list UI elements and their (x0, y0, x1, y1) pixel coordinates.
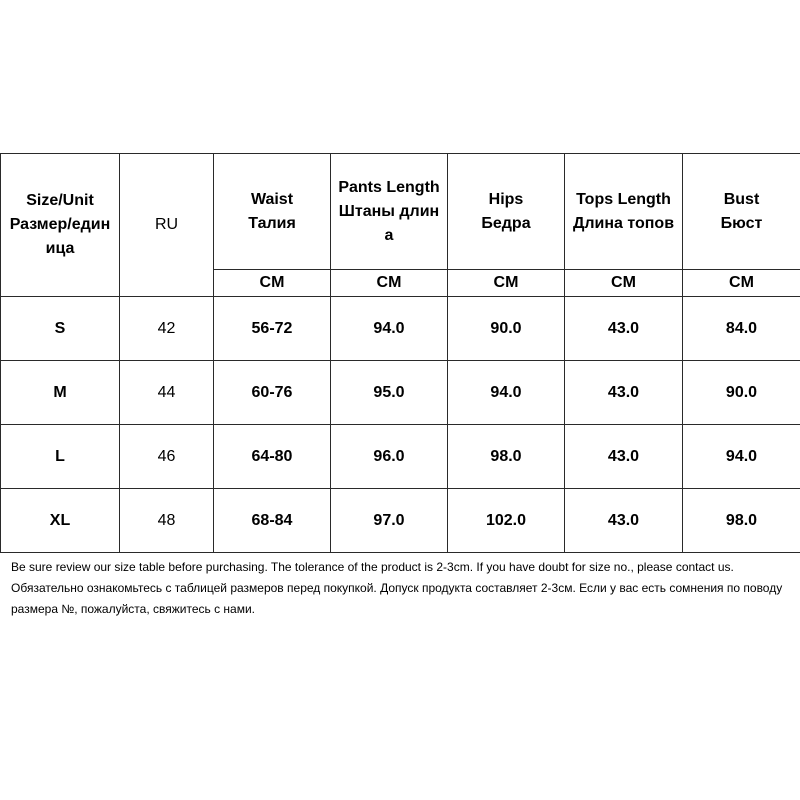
hips-cell: 90.0 (448, 297, 565, 361)
hips-cell: 102.0 (448, 489, 565, 553)
note-russian: Обязательно ознакомьтесь с таблицей размеров перед покупкой. Допуск продукта составляет 2-3см. Если у вас есть сомнения по поводу размера №, пожалуйста, свяжитесь с нами. (11, 581, 783, 616)
size-table (0, 153, 800, 553)
tops-length-cell: 43.0 (565, 361, 683, 425)
size-cell: L (1, 425, 120, 489)
header-pants-length: Pants Length Штаны длин а (331, 154, 448, 270)
ru-cell: 48 (120, 489, 214, 553)
unit-tops-length: CM (565, 270, 683, 297)
table-row (1, 297, 800, 361)
waist-cell: 56-72 (214, 297, 331, 361)
size-notes (11, 557, 796, 620)
header-size: Size/Unit Размер/един ица (1, 154, 120, 297)
note-english: Be sure review our size table before purchasing. The tolerance of the product is 2-3cm. If you have doubt for size no., please contact us. (11, 560, 734, 574)
ru-cell: 46 (120, 425, 214, 489)
ru-cell: 42 (120, 297, 214, 361)
pants-length-cell: 97.0 (331, 489, 448, 553)
size-cell: M (1, 361, 120, 425)
unit-waist: CM (214, 270, 331, 297)
hips-cell: 98.0 (448, 425, 565, 489)
pants-length-cell: 95.0 (331, 361, 448, 425)
hips-cell: 94.0 (448, 361, 565, 425)
waist-cell: 64-80 (214, 425, 331, 489)
tops-length-cell: 43.0 (565, 489, 683, 553)
unit-hips: CM (448, 270, 565, 297)
ru-cell: 44 (120, 361, 214, 425)
header-hips: Hips Бедра (448, 154, 565, 270)
header-ru: RU (120, 154, 214, 297)
table-row (1, 425, 800, 489)
table-row (1, 489, 800, 553)
bust-cell: 98.0 (683, 489, 800, 553)
waist-cell: 60-76 (214, 361, 331, 425)
header-row (1, 154, 800, 270)
pants-length-cell: 96.0 (331, 425, 448, 489)
bust-cell: 90.0 (683, 361, 800, 425)
bust-cell: 94.0 (683, 425, 800, 489)
header-waist: Waist Талия (214, 154, 331, 270)
waist-cell: 68-84 (214, 489, 331, 553)
table-row (1, 361, 800, 425)
size-cell: S (1, 297, 120, 361)
unit-bust: CM (683, 270, 800, 297)
tops-length-cell: 43.0 (565, 297, 683, 361)
tops-length-cell: 43.0 (565, 425, 683, 489)
size-cell: XL (1, 489, 120, 553)
header-tops-length: Tops Length Длина топов (565, 154, 683, 270)
pants-length-cell: 94.0 (331, 297, 448, 361)
header-bust: Bust Бюст (683, 154, 800, 270)
unit-pants-length: CM (331, 270, 448, 297)
bust-cell: 84.0 (683, 297, 800, 361)
